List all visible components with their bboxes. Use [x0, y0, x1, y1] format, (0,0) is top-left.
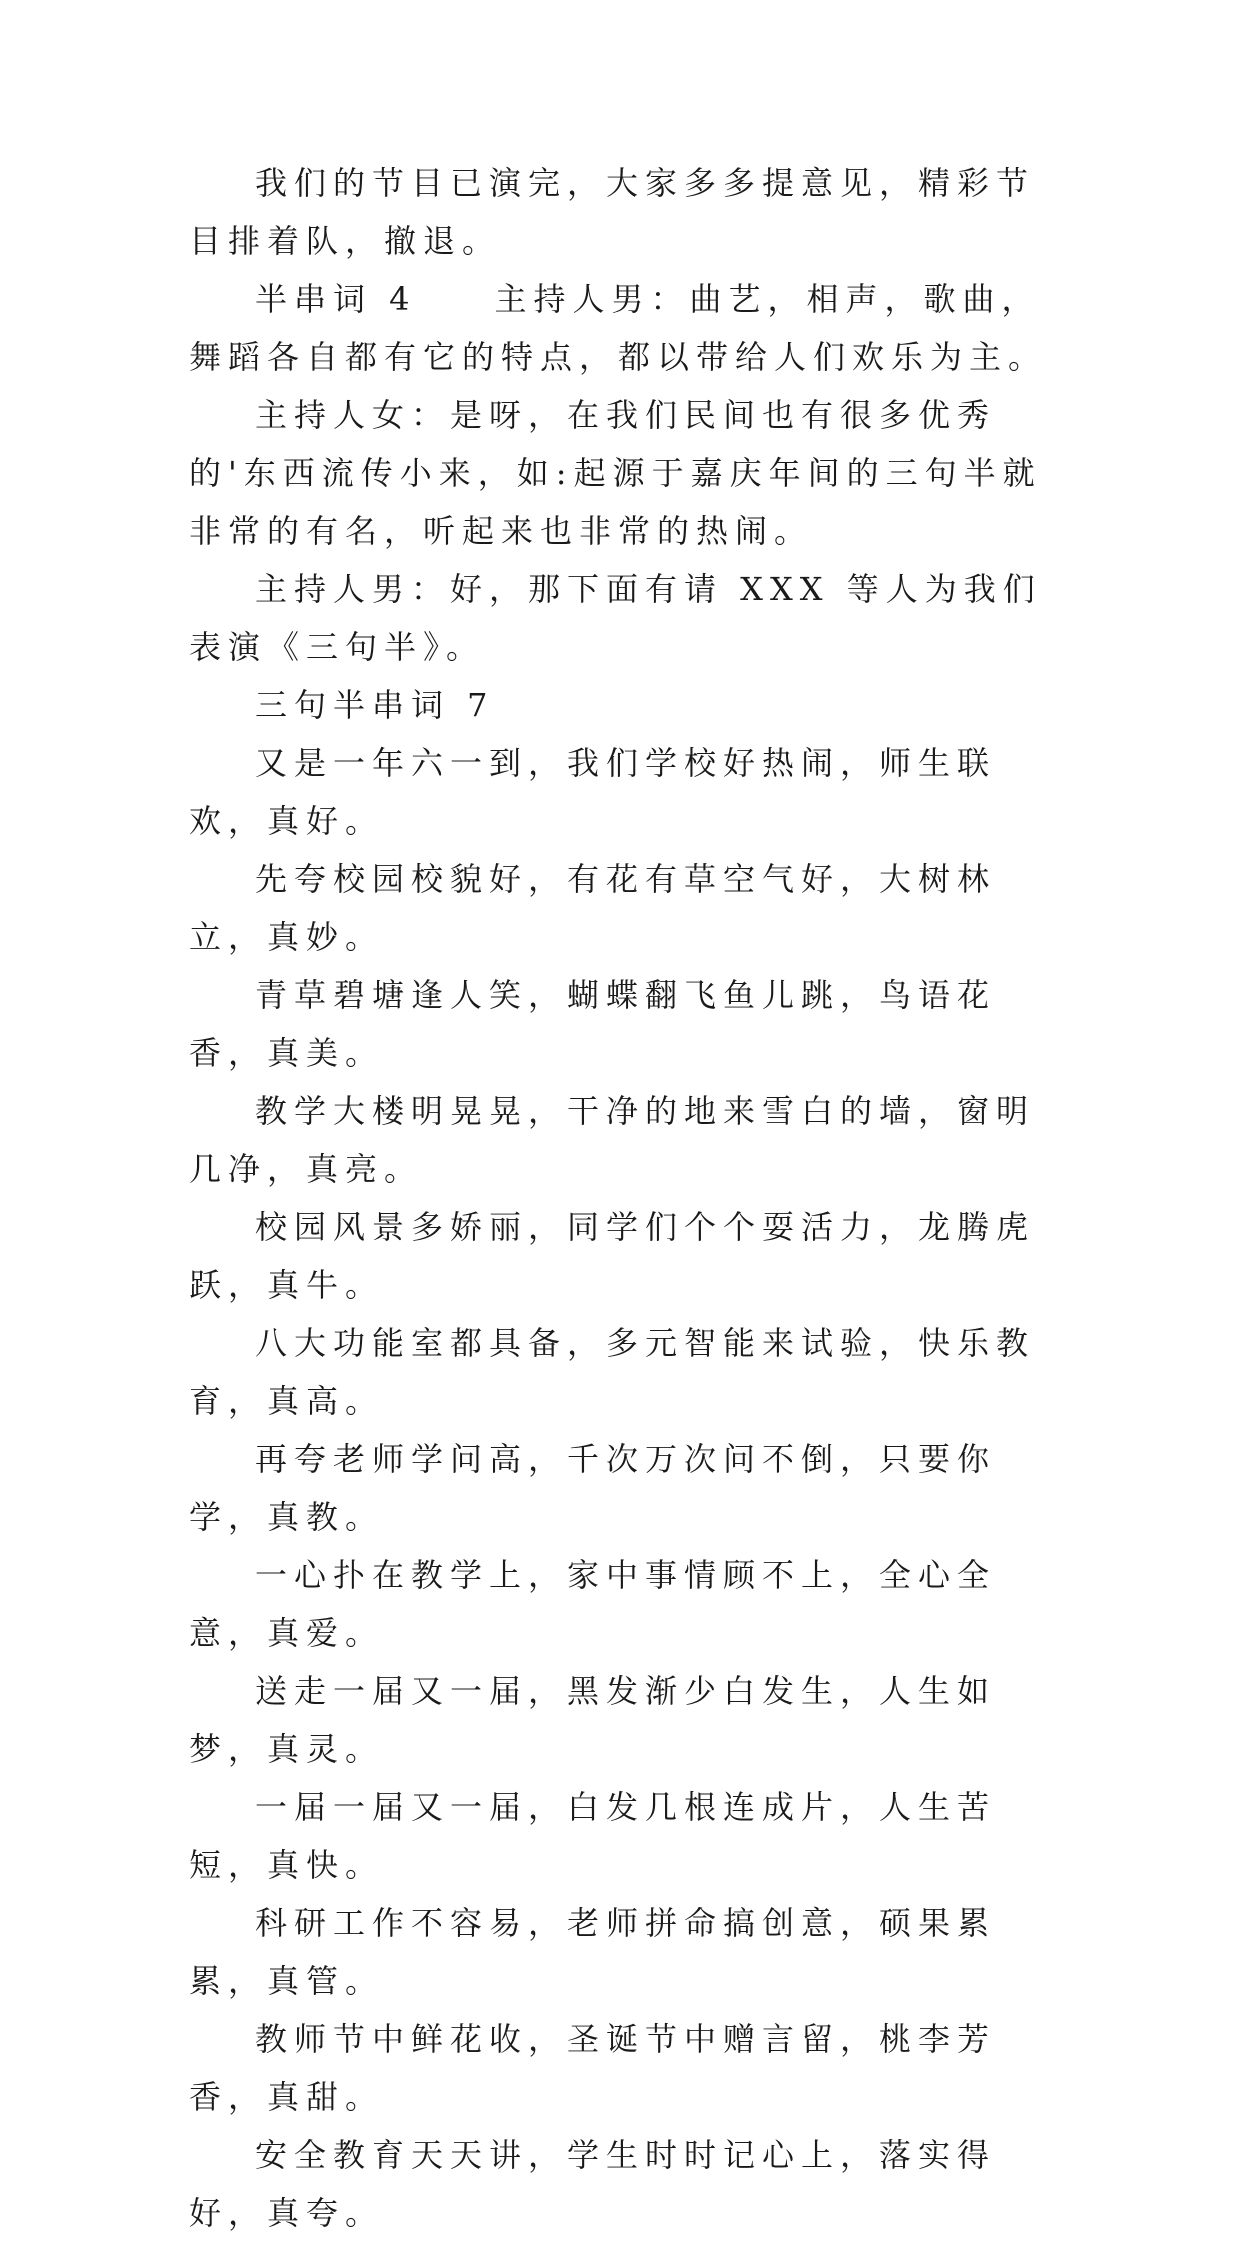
- verse-line: 一心扑在教学上，家中事情顾不上，全心全意，真爱。: [189, 1556, 997, 1652]
- verse-line: 送走一届又一届，黑发渐少白发生，人生如梦，真灵。: [189, 1672, 997, 1768]
- paragraph: 主持人男：好，那下面有请 XXX 等人为我们表演《三句半》。: [189, 570, 1042, 666]
- document-body: [189, 154, 1069, 2242]
- paragraph: 我们的节目已演完，大家多多提意见，精彩节目排着队，撤退。: [189, 164, 1036, 260]
- verse-line: 科研工作不容易，老师拼命搞创意，硕果累累，真管。: [189, 1904, 997, 2000]
- verse-line: 青草碧塘逢人笑，蝴蝶翻飞鱼儿跳，鸟语花香，真美。: [189, 976, 997, 1072]
- verse-line: 先夸校园校貌好，有花有草空气好，大树林立，真妙。: [189, 860, 997, 956]
- verse-line: 教师节中鲜花收，圣诞节中赠言留，桃李芳香，真甜。: [189, 2020, 997, 2116]
- verse-line: 安全教育天天讲，学生时时记心上，落实得好，真夸。: [189, 2136, 997, 2232]
- verse-line: 校园风景多娇丽，同学们个个耍活力，龙腾虎跃，真牛。: [189, 1208, 1036, 1304]
- paragraph: 主持人女：是呀，在我们民间也有很多优秀的'东西流传小来，如:起源于嘉庆年间的三句半就非常的有名，听起来也非常的热闹。: [189, 396, 1042, 550]
- verse-line: 教学大楼明晃晃，干净的地来雪白的墙，窗明几净，真亮。: [189, 1092, 1036, 1188]
- verse-line: 又是一年六一到，我们学校好热闹，师生联欢，真好。: [189, 744, 997, 840]
- verse-line: 再夸老师学问高，千次万次问不倒，只要你学，真教。: [189, 1440, 997, 1536]
- verse-line: 八大功能室都具备，多元智能来试验，快乐教育，真高。: [189, 1324, 1036, 1420]
- paragraph: 半串词 4 主持人男：曲艺，相声，歌曲，舞蹈各自都有它的特点，都以带给人们欢乐为主。: [189, 280, 1048, 376]
- section-heading: 三句半串词 7: [255, 686, 495, 724]
- verse-line: 一届一届又一届，白发几根连成片，人生苦短，真快。: [189, 1788, 997, 1884]
